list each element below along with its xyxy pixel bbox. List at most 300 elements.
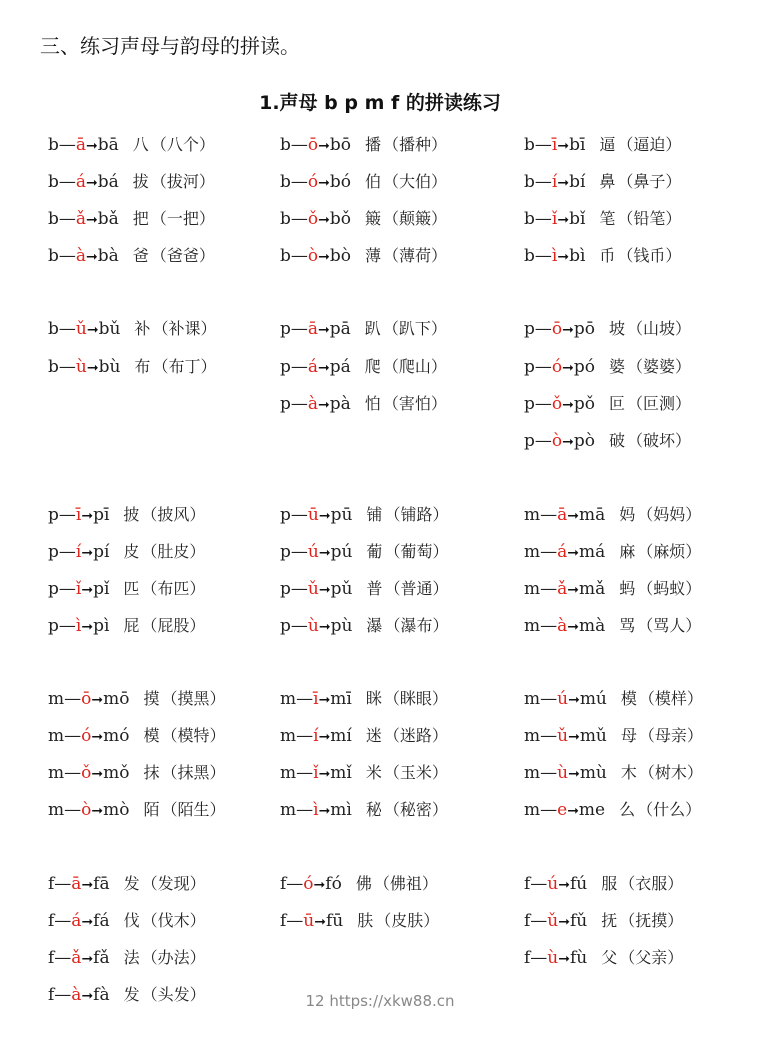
character: 父 — [601, 948, 618, 967]
vowel-final: ù — [547, 948, 559, 968]
arrow-icon: ➞ — [81, 877, 94, 893]
pinyin-entry — [524, 245, 681, 268]
pinyin-entry — [280, 504, 448, 527]
dash-separator: — — [290, 209, 308, 229]
syllable: bà — [97, 246, 119, 266]
initial-consonant: b — [524, 209, 535, 229]
pinyin-entry — [524, 171, 681, 194]
dash-separator: — — [64, 689, 82, 709]
arrow-icon: ➞ — [318, 508, 331, 524]
example-word: （陌生） — [161, 800, 226, 819]
initial-consonant: m — [524, 689, 541, 709]
dash-separator: — — [54, 948, 72, 968]
arrow-icon: ➞ — [81, 582, 94, 598]
syllable: fó — [325, 874, 342, 894]
arrow-icon: ➞ — [318, 322, 330, 338]
dash-separator: — — [290, 394, 308, 414]
pinyin-entry — [524, 208, 681, 231]
syllable: bò — [329, 246, 351, 266]
character: 陌 — [143, 800, 160, 819]
example-word: （发现） — [141, 874, 206, 893]
character: 逼 — [599, 135, 616, 154]
vowel-final: ō — [307, 135, 319, 155]
character: 麻 — [619, 542, 636, 561]
character: 蚂 — [619, 579, 636, 598]
arrow-icon: ➞ — [318, 803, 331, 819]
initial-consonant: p — [48, 616, 59, 636]
character: 母 — [620, 726, 637, 745]
arrow-icon: ➞ — [91, 692, 104, 708]
arrow-icon: ➞ — [318, 582, 331, 598]
initial-consonant: f — [280, 911, 287, 931]
dash-separator: — — [58, 209, 76, 229]
example-word: （爬山） — [382, 357, 447, 376]
exercise-title: 1.声母 b p m f 的拼读练习 — [259, 92, 501, 114]
syllable: bó — [329, 172, 351, 192]
pinyin-entry — [48, 947, 206, 970]
dash-separator: — — [58, 172, 76, 192]
character: 爸 — [132, 246, 149, 265]
initial-consonant: p — [280, 357, 291, 377]
vowel-final: ǔ — [75, 319, 87, 339]
dash-separator: — — [54, 911, 72, 931]
example-word: （布丁） — [152, 357, 217, 376]
pinyin-entry — [524, 578, 701, 601]
syllable: mò — [103, 800, 130, 820]
pinyin-entry — [48, 541, 205, 564]
vowel-final: ǒ — [81, 763, 92, 783]
arrow-icon: ➞ — [86, 249, 98, 265]
dash-separator: — — [540, 542, 558, 562]
pinyin-entry — [280, 762, 448, 785]
pinyin-entry — [524, 134, 681, 157]
arrow-icon: ➞ — [81, 619, 94, 635]
dash-separator: — — [290, 246, 308, 266]
pinyin-entry — [524, 356, 691, 379]
initial-consonant: m — [280, 689, 297, 709]
syllable: pō — [573, 319, 595, 339]
character: 坡 — [609, 319, 626, 338]
dash-separator: — — [290, 542, 308, 562]
example-word: （钱币） — [617, 246, 682, 265]
syllable: me — [578, 800, 606, 820]
example-word: （铺路） — [384, 505, 449, 524]
example-word: （眯眼） — [383, 689, 448, 708]
initial-consonant: p — [280, 579, 291, 599]
vowel-final: ū — [307, 505, 319, 525]
dash-separator: — — [58, 579, 76, 599]
pinyin-entry — [280, 356, 447, 379]
example-word: （玉米） — [383, 763, 448, 782]
pinyin-entry — [48, 208, 215, 231]
initial-consonant: p — [280, 616, 291, 636]
arrow-icon: ➞ — [558, 914, 570, 930]
example-word: （颠簸） — [383, 209, 448, 228]
pinyin-entry — [280, 578, 448, 601]
arrow-icon: ➞ — [86, 138, 98, 154]
example-word: （破坏） — [627, 431, 692, 450]
dash-separator: — — [290, 616, 308, 636]
arrow-icon: ➞ — [86, 360, 99, 376]
initial-consonant: p — [280, 394, 291, 414]
vowel-final: e — [557, 800, 568, 820]
character: 瀑 — [366, 616, 383, 635]
dash-separator: — — [64, 726, 82, 746]
pinyin-entry — [280, 873, 438, 896]
dash-separator: — — [290, 505, 308, 525]
pinyin-entry — [48, 356, 216, 379]
character: 把 — [132, 209, 149, 228]
arrow-icon: ➞ — [318, 138, 330, 154]
initial-consonant: b — [524, 246, 535, 266]
syllable: pā — [329, 319, 351, 339]
initial-consonant: b — [524, 172, 535, 192]
pinyin-entry — [48, 134, 215, 157]
example-word: （叵测） — [627, 394, 692, 413]
character: 普 — [366, 579, 383, 598]
dash-separator: — — [290, 579, 308, 599]
syllable: bā — [97, 135, 119, 155]
initial-consonant: m — [524, 616, 541, 636]
vowel-final: ó — [81, 726, 92, 746]
vowel-final: ì — [551, 246, 558, 266]
arrow-icon: ➞ — [86, 322, 99, 338]
syllable: bù — [98, 357, 121, 377]
example-word: （树木） — [638, 763, 703, 782]
example-word: （妈妈） — [637, 505, 702, 524]
initial-consonant: b — [48, 357, 59, 377]
dash-separator: — — [540, 689, 558, 709]
syllable: pù — [330, 616, 353, 636]
initial-consonant: b — [48, 209, 59, 229]
example-word: （瀑布） — [384, 616, 449, 635]
dash-separator: — — [534, 209, 552, 229]
vowel-final: ó — [551, 357, 563, 377]
dash-separator: — — [58, 246, 76, 266]
initial-consonant: m — [48, 726, 65, 746]
character: 趴 — [364, 319, 381, 338]
character: 佛 — [355, 874, 372, 893]
syllable: fā — [93, 874, 110, 894]
arrow-icon: ➞ — [91, 803, 104, 819]
example-word: （拔河） — [150, 172, 215, 191]
pinyin-entry — [524, 762, 703, 785]
dash-separator: — — [54, 985, 72, 1005]
syllable: bì — [569, 246, 586, 266]
pinyin-entry — [524, 799, 701, 822]
initial-consonant: p — [280, 505, 291, 525]
vowel-final: ú — [557, 689, 569, 709]
arrow-icon: ➞ — [81, 914, 94, 930]
dash-separator: — — [296, 763, 314, 783]
syllable: pó — [573, 357, 595, 377]
example-word: （逼迫） — [617, 135, 682, 154]
example-word: （布匹） — [141, 579, 206, 598]
vowel-final: ǒ — [307, 209, 319, 229]
example-word: （皮肤） — [375, 911, 440, 930]
arrow-icon: ➞ — [568, 766, 580, 782]
syllable: mǔ — [579, 726, 607, 746]
syllable: bǎ — [97, 209, 119, 229]
vowel-final: ǔ — [557, 726, 569, 746]
vowel-final: á — [307, 357, 319, 377]
vowel-final: ú — [547, 874, 559, 894]
example-word: （铅笔） — [617, 209, 682, 228]
arrow-icon: ➞ — [86, 212, 98, 228]
syllable: pǐ — [93, 579, 110, 599]
character: 拔 — [132, 172, 149, 191]
character: 抹 — [143, 763, 160, 782]
initial-consonant: f — [48, 874, 55, 894]
pinyin-entry — [48, 799, 226, 822]
pinyin-entry — [48, 873, 206, 896]
pinyin-entry — [280, 799, 448, 822]
character: 屁 — [123, 616, 140, 635]
character: 布 — [134, 357, 151, 376]
arrow-icon: ➞ — [91, 766, 104, 782]
initial-consonant: m — [48, 763, 65, 783]
arrow-icon: ➞ — [313, 877, 326, 893]
arrow-icon: ➞ — [81, 508, 94, 524]
syllable: mà — [579, 616, 606, 636]
character: 么 — [619, 800, 636, 819]
pinyin-entry — [280, 615, 448, 638]
vowel-final: ǐ — [313, 763, 319, 783]
syllable: mǐ — [330, 763, 352, 783]
example-word: （大伯） — [383, 172, 448, 191]
arrow-icon: ➞ — [318, 766, 331, 782]
character: 鼻 — [599, 172, 616, 191]
arrow-icon: ➞ — [81, 545, 94, 561]
vowel-final: í — [551, 172, 558, 192]
dash-separator: — — [530, 874, 548, 894]
example-word: （摸黑） — [161, 689, 226, 708]
arrow-icon: ➞ — [562, 397, 574, 413]
syllable: mó — [103, 726, 130, 746]
pinyin-entry — [524, 393, 691, 416]
vowel-final: ǔ — [547, 911, 559, 931]
initial-consonant: f — [48, 948, 55, 968]
pinyin-entry — [280, 208, 447, 231]
arrow-icon: ➞ — [318, 729, 331, 745]
pinyin-entry — [524, 318, 691, 341]
dash-separator: — — [58, 505, 76, 525]
example-word: （普通） — [384, 579, 449, 598]
pinyin-entry — [48, 318, 216, 341]
syllable: fǎ — [93, 948, 110, 968]
arrow-icon: ➞ — [557, 138, 570, 154]
dash-separator: — — [534, 394, 552, 414]
arrow-icon: ➞ — [558, 877, 570, 893]
vowel-final: ì — [75, 616, 82, 636]
initial-consonant: b — [280, 246, 291, 266]
example-word: （母亲） — [638, 726, 703, 745]
character: 补 — [134, 319, 151, 338]
pinyin-entry — [524, 504, 701, 527]
pinyin-entry — [280, 318, 447, 341]
arrow-icon: ➞ — [318, 249, 330, 265]
syllable: mī — [330, 689, 352, 709]
arrow-icon: ➞ — [567, 545, 579, 561]
pinyin-entry — [48, 504, 205, 527]
character: 叵 — [609, 394, 626, 413]
example-word: （山坡） — [627, 319, 692, 338]
initial-consonant: b — [280, 209, 291, 229]
initial-consonant: f — [48, 985, 55, 1005]
dash-separator: — — [286, 874, 304, 894]
initial-consonant: f — [524, 874, 531, 894]
example-word: （补课） — [152, 319, 217, 338]
dash-separator: — — [530, 948, 548, 968]
vowel-final: ù — [75, 357, 87, 377]
character: 伯 — [365, 172, 382, 191]
dash-separator: — — [58, 542, 76, 562]
syllable: bǐ — [569, 209, 586, 229]
example-word: （蚂蚁） — [637, 579, 702, 598]
vowel-final: à — [307, 394, 319, 414]
pinyin-entry — [280, 393, 447, 416]
pinyin-entry — [280, 541, 448, 564]
arrow-icon: ➞ — [567, 619, 579, 635]
example-word: （爸爸） — [150, 246, 215, 265]
dash-separator: — — [290, 172, 308, 192]
vowel-final: ō — [81, 689, 92, 709]
example-word: （头发） — [141, 985, 206, 1004]
vowel-final: ǎ — [557, 579, 568, 599]
character: 币 — [599, 246, 616, 265]
vowel-final: ǒ — [551, 394, 563, 414]
pinyin-entry — [48, 615, 205, 638]
dash-separator: — — [58, 616, 76, 636]
vowel-final: ò — [81, 800, 92, 820]
pinyin-entry — [48, 245, 215, 268]
example-word: （迷路） — [383, 726, 448, 745]
initial-consonant: f — [524, 911, 531, 931]
initial-consonant: f — [48, 911, 55, 931]
pinyin-entry — [280, 910, 439, 933]
syllable: pú — [330, 542, 353, 562]
dash-separator: — — [530, 911, 548, 931]
character: 爬 — [364, 357, 381, 376]
character: 秘 — [365, 800, 382, 819]
character: 发 — [123, 874, 140, 893]
vowel-final: ī — [75, 505, 82, 525]
arrow-icon: ➞ — [81, 951, 94, 967]
example-word: （鼻子） — [617, 172, 682, 191]
arrow-icon: ➞ — [91, 729, 104, 745]
dash-separator: — — [540, 616, 558, 636]
initial-consonant: b — [48, 319, 59, 339]
dash-separator: — — [534, 431, 552, 451]
character: 播 — [365, 135, 382, 154]
example-word: （趴下） — [382, 319, 447, 338]
initial-consonant: m — [280, 763, 297, 783]
vowel-final: à — [557, 616, 568, 636]
syllable: fá — [93, 911, 110, 931]
pinyin-entry — [524, 688, 703, 711]
initial-consonant: f — [524, 948, 531, 968]
pinyin-entry — [48, 578, 205, 601]
character: 骂 — [619, 616, 636, 635]
syllable: bǒ — [329, 209, 351, 229]
example-word: （葡萄） — [384, 542, 449, 561]
example-word: （披风） — [141, 505, 206, 524]
dash-separator: — — [54, 874, 72, 894]
vowel-final: ò — [551, 431, 563, 451]
initial-consonant: m — [524, 726, 541, 746]
syllable: pò — [573, 431, 595, 451]
example-word: （薄荷） — [383, 246, 448, 265]
example-word: （佛祖） — [373, 874, 438, 893]
arrow-icon: ➞ — [314, 914, 326, 930]
vowel-final: ǔ — [307, 579, 319, 599]
character: 破 — [609, 431, 626, 450]
pinyin-entry — [524, 947, 683, 970]
character: 摸 — [143, 689, 160, 708]
example-word: （模特） — [161, 726, 226, 745]
example-word: （抚摸） — [619, 911, 684, 930]
vowel-final: ǐ — [551, 209, 558, 229]
syllable: pū — [330, 505, 353, 525]
initial-consonant: m — [524, 505, 541, 525]
vowel-final: ǎ — [71, 948, 82, 968]
arrow-icon: ➞ — [318, 397, 330, 413]
example-word: （麻烦） — [637, 542, 702, 561]
character: 披 — [123, 505, 140, 524]
initial-consonant: m — [48, 800, 65, 820]
initial-consonant: b — [524, 135, 535, 155]
syllable: pì — [93, 616, 110, 636]
dash-separator: — — [540, 505, 558, 525]
initial-consonant: m — [280, 800, 297, 820]
arrow-icon: ➞ — [562, 434, 574, 450]
arrow-icon: ➞ — [567, 582, 579, 598]
syllable: fú — [569, 874, 588, 894]
character: 迷 — [365, 726, 382, 745]
arrow-icon: ➞ — [318, 692, 331, 708]
pinyin-entry — [524, 725, 703, 748]
example-word: （模样） — [638, 689, 703, 708]
syllable: bí — [569, 172, 586, 192]
syllable: fū — [325, 911, 344, 931]
example-word: （骂人） — [637, 616, 702, 635]
character: 模 — [143, 726, 160, 745]
dash-separator: — — [534, 357, 552, 377]
example-word: （害怕） — [382, 394, 447, 413]
character: 米 — [365, 763, 382, 782]
initial-consonant: p — [524, 319, 535, 339]
character: 婆 — [609, 357, 626, 376]
arrow-icon: ➞ — [567, 508, 579, 524]
dash-separator: — — [540, 763, 558, 783]
character: 皮 — [123, 542, 140, 561]
example-word: （肚皮） — [141, 542, 206, 561]
arrow-icon: ➞ — [568, 692, 580, 708]
initial-consonant: m — [524, 542, 541, 562]
vowel-final: ó — [303, 874, 314, 894]
dash-separator: — — [64, 800, 82, 820]
dash-separator: — — [296, 689, 314, 709]
pinyin-entry — [524, 541, 701, 564]
syllable: fà — [93, 985, 110, 1005]
arrow-icon: ➞ — [562, 360, 574, 376]
initial-consonant: p — [524, 357, 535, 377]
arrow-icon: ➞ — [86, 175, 98, 191]
vowel-final: ā — [75, 135, 87, 155]
initial-consonant: m — [524, 579, 541, 599]
pinyin-entry — [280, 688, 448, 711]
initial-consonant: p — [48, 505, 59, 525]
